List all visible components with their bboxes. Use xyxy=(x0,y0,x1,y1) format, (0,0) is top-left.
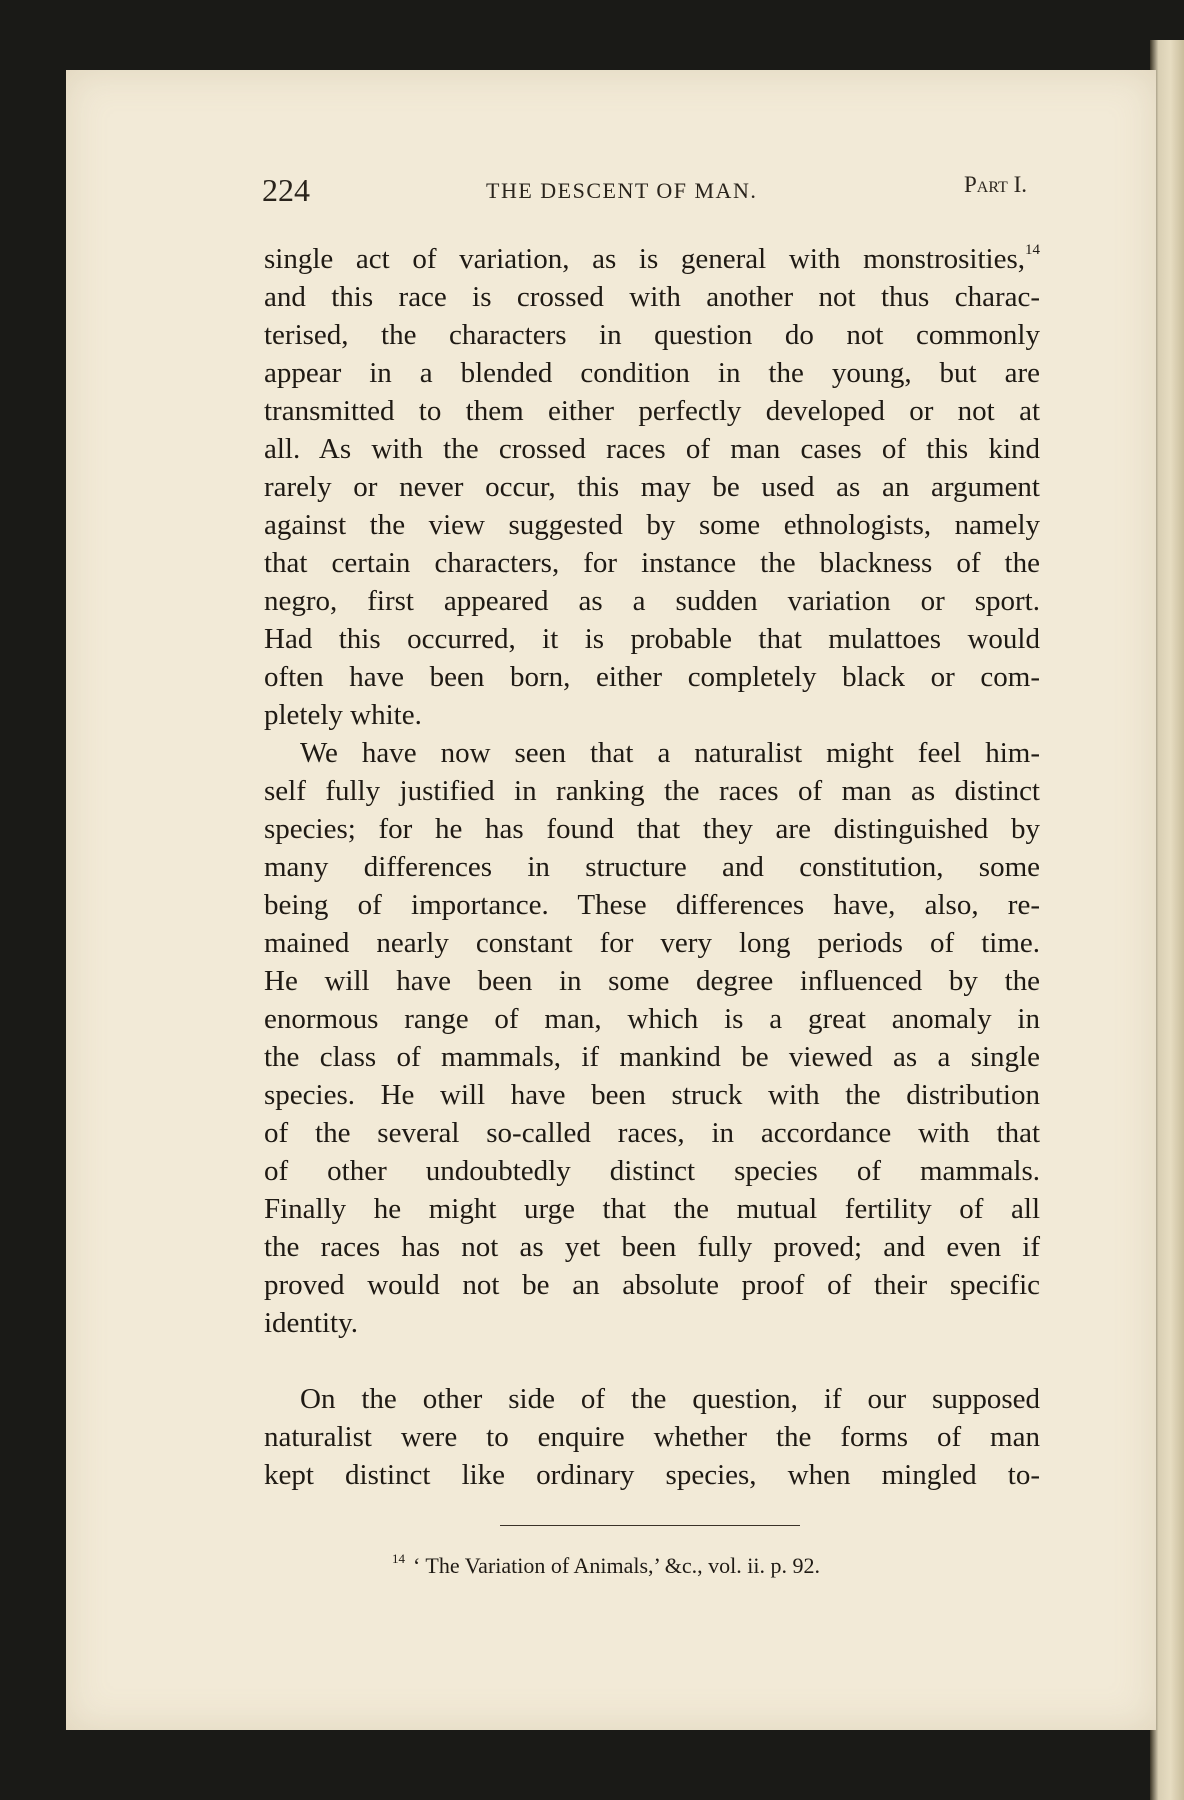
text-line: terised, the characters in question do not commonly xyxy=(264,319,1040,351)
part-label: Part I. xyxy=(964,172,1027,197)
text-line: that certain characters, for instance the blackness of the xyxy=(264,547,1040,579)
footnote-text: ‘ The Variation of Animals,’ &c., vol. ii. p. 92. xyxy=(413,1553,820,1578)
text-line: many differences in structure and constitution, some xyxy=(264,851,1040,883)
text-line: and this race is crossed with another not thus charac- xyxy=(264,281,1040,313)
running-title: THE DESCENT OF MAN. xyxy=(486,178,758,203)
paragraph-1 xyxy=(264,240,1040,734)
text-line: all. As with the crossed races of man cases of this kind xyxy=(264,433,1040,465)
text-line: being of importance. These differences have, also, re- xyxy=(264,889,1040,921)
text-line: single act of variation, as is general with monstrosities,$^{14}$ xyxy=(264,242,1040,275)
page-number: 224 xyxy=(262,172,310,208)
page-header xyxy=(190,172,1035,212)
text-line: kept distinct like ordinary species, when mingled to- xyxy=(264,1459,1040,1491)
text-line: He will have been in some degree influenced by the xyxy=(264,965,1040,997)
text-line: transmitted to them either perfectly developed or not at xyxy=(264,395,1040,427)
text-line: We have now seen that a naturalist might feel him- xyxy=(300,737,1040,769)
footnote-reference: 14 xyxy=(1025,242,1040,258)
paragraph-3 xyxy=(264,1380,1040,1494)
text-line: Had this occurred, it is probable that mulattoes would xyxy=(264,623,1040,655)
text-line: self fully justified in ranking the races of man as distinct xyxy=(264,775,1040,807)
text-line: often have been born, either completely black or com- xyxy=(264,661,1040,693)
footnote-divider xyxy=(500,1525,800,1526)
footnote xyxy=(392,1553,820,1579)
text-line: species. He will have been struck with the distribution xyxy=(264,1079,1040,1111)
text-line: rarely or never occur, this may be used as an argument xyxy=(264,471,1040,503)
text-line: of the several so-called races, in accordance with that xyxy=(264,1117,1040,1149)
text-line: against the view suggested by some ethnologists, namely xyxy=(264,509,1040,541)
text-line: the races has not as yet been fully proved; and even if xyxy=(264,1231,1040,1263)
text-line: proved would not be an absolute proof of their specific xyxy=(264,1269,1040,1301)
text-line: On the other side of the question, if our supposed xyxy=(300,1383,1040,1415)
text-line: the class of mammals, if mankind be viewed as a single xyxy=(264,1041,1040,1073)
text-line: identity. xyxy=(264,1307,358,1339)
text-line: negro, first appeared as a sudden variation or sport. xyxy=(264,585,1040,617)
text-line: naturalist were to enquire whether the forms of man xyxy=(264,1421,1040,1453)
text-line: enormous range of man, which is a great anomaly in xyxy=(264,1003,1040,1035)
text-line: appear in a blended condition in the young, but are xyxy=(264,357,1040,389)
text-line: pletely white. xyxy=(264,699,422,731)
footnote-number: 14 xyxy=(392,1551,405,1566)
section-gap xyxy=(264,1342,1040,1380)
text-line: mained nearly constant for very long periods of time. xyxy=(264,927,1040,959)
text-line: species; for he has found that they are distinguished by xyxy=(264,813,1040,845)
text-line: of other undoubtedly distinct species of mammals. xyxy=(264,1155,1040,1187)
text-line: Finally he might urge that the mutual fertility of all xyxy=(264,1193,1040,1225)
paragraph-2 xyxy=(264,734,1040,1342)
body-text xyxy=(264,240,1040,1494)
